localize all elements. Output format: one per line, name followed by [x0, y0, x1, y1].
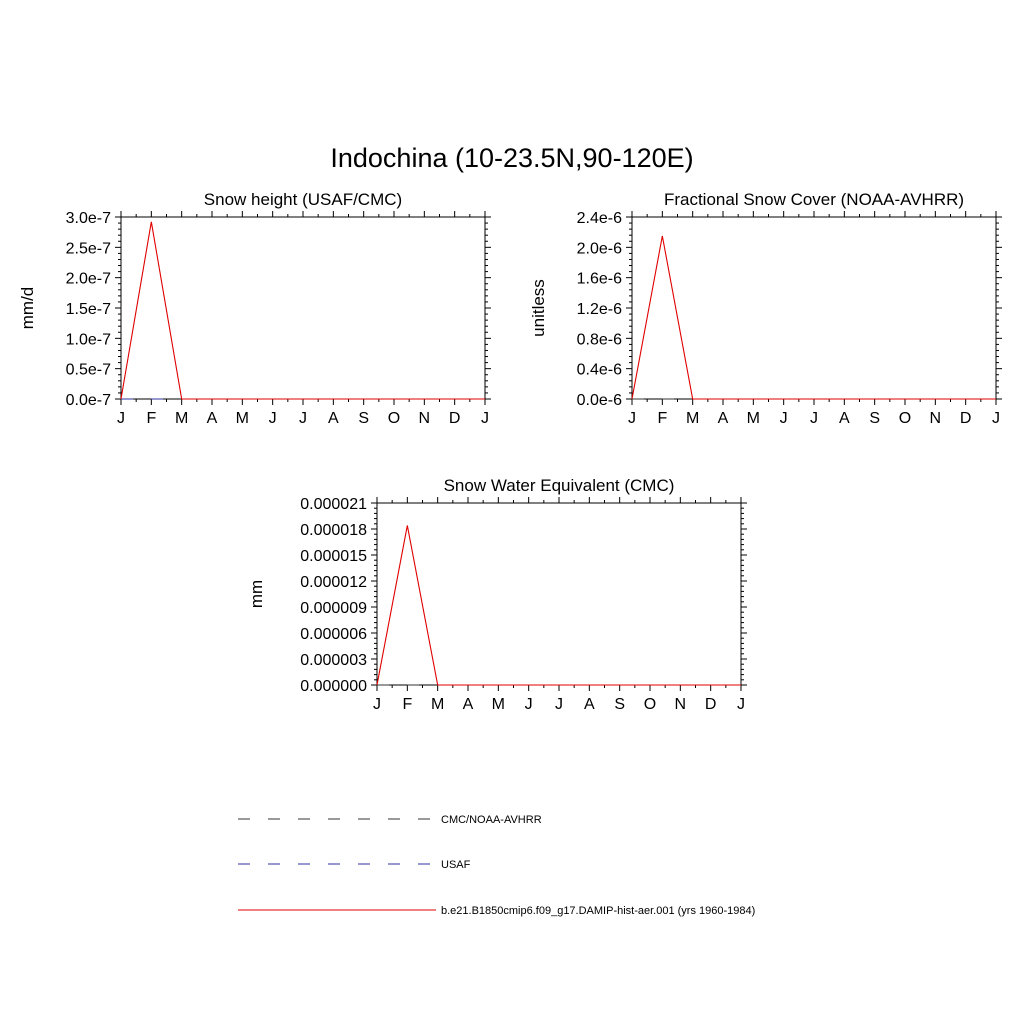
- y-tick-label: 2.4e-6: [576, 210, 622, 227]
- x-tick-label: A: [206, 410, 218, 427]
- chart-swe: [247, 476, 747, 713]
- y-tick-label: 0.000000: [300, 678, 367, 695]
- x-tick-label: M: [175, 410, 189, 427]
- y-tick-label: 0.000018: [300, 522, 367, 539]
- y-tick-label: 2.0e-7: [65, 270, 111, 288]
- plot-frame: [377, 503, 741, 685]
- y-tick-label: 1.2e-6: [576, 301, 622, 318]
- x-tick-label: O: [643, 696, 657, 713]
- y-axis-label: mm/d: [18, 286, 37, 330]
- y-tick-label: 0.000006: [300, 626, 367, 643]
- x-tick-label: D: [704, 696, 717, 713]
- legend: [238, 814, 755, 917]
- x-tick-label: A: [462, 696, 474, 713]
- x-tick-label: J: [524, 696, 533, 713]
- y-tick-label: 0.4e-6: [576, 361, 622, 379]
- x-tick-label: J: [810, 410, 818, 427]
- y-axis-label: unitless: [529, 279, 548, 337]
- x-tick-label: D: [448, 410, 461, 427]
- x-tick-label: D: [959, 410, 972, 427]
- series-line-b-e21-b1850cmip6-f09-g17-damip-hist-aer-001-yrs-1960-1984: [377, 526, 741, 685]
- x-tick-label: M: [235, 410, 249, 427]
- x-tick-label: A: [327, 410, 339, 427]
- y-tick-label: 3.0e-7: [65, 210, 111, 227]
- y-axis-label: mm: [247, 579, 266, 609]
- x-tick-label: O: [387, 410, 401, 427]
- y-tick-label: 0.000009: [300, 600, 367, 617]
- x-tick-label: J: [373, 696, 381, 713]
- y-tick-label: 2.5e-7: [65, 240, 111, 258]
- x-tick-label: J: [268, 410, 277, 427]
- x-tick-label: F: [657, 410, 668, 427]
- y-tick-label: 0.5e-7: [65, 361, 111, 379]
- chart-title: Snow Water Equivalent (CMC): [443, 476, 675, 495]
- x-tick-label: N: [674, 696, 687, 713]
- x-tick-label: A: [583, 696, 595, 713]
- x-tick-label: J: [779, 410, 788, 427]
- series-line-b-e21-b1850cmip6-f09-g17-damip-hist-aer-001-yrs-1960-1984: [632, 236, 996, 399]
- x-tick-label: N: [418, 410, 431, 427]
- y-tick-label: 1.0e-7: [65, 331, 111, 349]
- chart-title: Snow height (USAF/CMC): [203, 190, 403, 209]
- chart-snow-height: [18, 190, 491, 427]
- y-tick-label: 1.6e-6: [576, 270, 622, 288]
- x-tick-label: J: [992, 410, 1000, 427]
- x-tick-label: F: [402, 696, 413, 713]
- x-tick-label: J: [117, 410, 125, 427]
- x-tick-label: J: [628, 410, 636, 427]
- legend-label-0: CMC/NOAA-AVHRR: [441, 814, 542, 826]
- y-tick-label: 0.0e-7: [65, 392, 111, 409]
- y-tick-label: 0.8e-6: [576, 331, 622, 349]
- x-tick-label: A: [717, 410, 729, 427]
- x-tick-label: J: [555, 696, 563, 713]
- x-tick-label: M: [746, 410, 760, 427]
- y-tick-label: 1.5e-7: [65, 301, 111, 318]
- y-tick-label: 0.000021: [300, 496, 367, 513]
- x-tick-label: S: [358, 410, 370, 427]
- charts: [18, 190, 1002, 713]
- x-tick-label: J: [481, 410, 489, 427]
- x-tick-label: S: [869, 410, 881, 427]
- series-line-b-e21-b1850cmip6-f09-g17-damip-hist-aer-001-yrs-1960-1984: [121, 222, 485, 399]
- x-tick-label: J: [737, 696, 745, 713]
- plot-frame: [121, 217, 485, 399]
- x-tick-label: M: [686, 410, 700, 427]
- y-tick-label: 0.000012: [300, 574, 367, 591]
- y-tick-label: 0.000003: [300, 652, 367, 669]
- figure-title: Indochina (10-23.5N,90-120E): [330, 143, 694, 173]
- x-tick-label: O: [898, 410, 912, 427]
- chart-snow-cover: [529, 190, 1002, 427]
- plot-frame: [632, 217, 996, 399]
- y-tick-label: 0.0e-6: [576, 392, 622, 409]
- x-tick-label: J: [299, 410, 307, 427]
- y-tick-label: 2.0e-6: [576, 240, 622, 258]
- legend-label-2: b.e21.B1850cmip6.f09_g17.DAMIP-hist-aer.001 (yrs 1960-1984): [441, 905, 756, 917]
- x-tick-label: M: [491, 696, 505, 713]
- x-tick-label: M: [431, 696, 445, 713]
- x-tick-label: F: [146, 410, 157, 427]
- x-tick-label: S: [614, 696, 626, 713]
- legend-label-1: USAF: [441, 859, 471, 871]
- y-tick-label: 0.000015: [300, 548, 367, 565]
- x-tick-label: A: [838, 410, 850, 427]
- x-tick-label: N: [929, 410, 942, 427]
- chart-title: Fractional Snow Cover (NOAA-AVHRR): [663, 190, 965, 209]
